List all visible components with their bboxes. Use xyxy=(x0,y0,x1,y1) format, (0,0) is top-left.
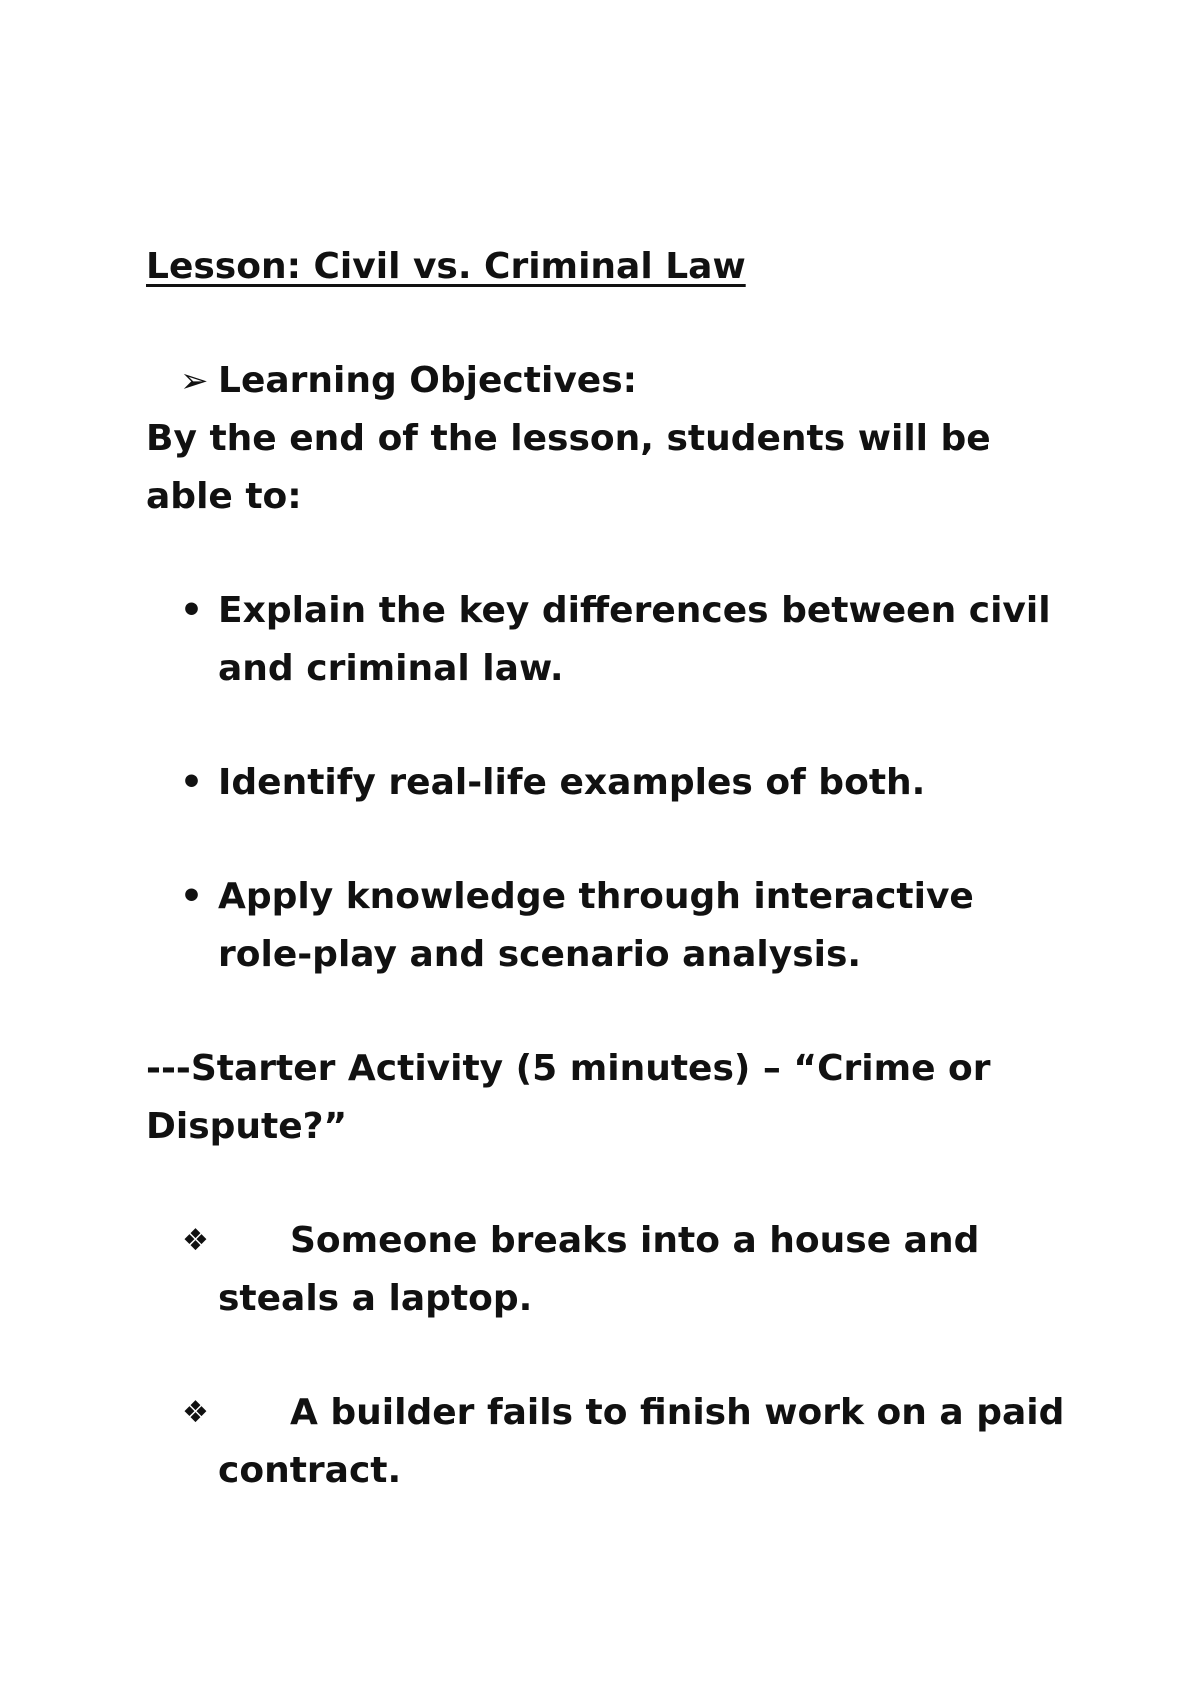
diamond-icon: ❖ xyxy=(182,1395,209,1430)
objective-text: Apply knowledge through interactive role-play and scenario analysis. xyxy=(218,876,974,975)
objectives-heading: Learning Objectives: xyxy=(218,360,638,401)
diamond-icon: ❖ xyxy=(182,1223,209,1258)
objectives-intro: By the end of the lesson, students will be able to: xyxy=(146,418,991,517)
objective-text: Identify real-life examples of both. xyxy=(218,762,926,803)
objectives-heading-row xyxy=(146,352,1076,410)
list-item xyxy=(146,1212,1076,1328)
scenario-list xyxy=(146,1212,1076,1500)
arrow-icon: ➢ xyxy=(180,361,209,401)
objective-text: Explain the key differences between civil and criminal law. xyxy=(218,590,1051,689)
list-item xyxy=(146,754,1076,812)
objectives-list xyxy=(146,582,1076,984)
scenario-text: A builder fails to finish work on a paid contract. xyxy=(218,1392,1065,1491)
starter-activity-heading: ---Starter Activity (5 minutes) – “Crime or Dispute?” xyxy=(146,1048,991,1147)
lesson-page xyxy=(146,238,1076,1556)
bullet-icon: • xyxy=(180,590,204,631)
list-item xyxy=(146,1384,1076,1500)
lesson-title: Lesson: Civil vs. Criminal Law xyxy=(146,246,746,287)
list-item xyxy=(146,868,1076,984)
scenario-text: Someone breaks into a house and steals a laptop. xyxy=(218,1220,980,1319)
bullet-icon: • xyxy=(180,762,204,803)
bullet-icon: • xyxy=(180,876,204,917)
list-item xyxy=(146,582,1076,698)
